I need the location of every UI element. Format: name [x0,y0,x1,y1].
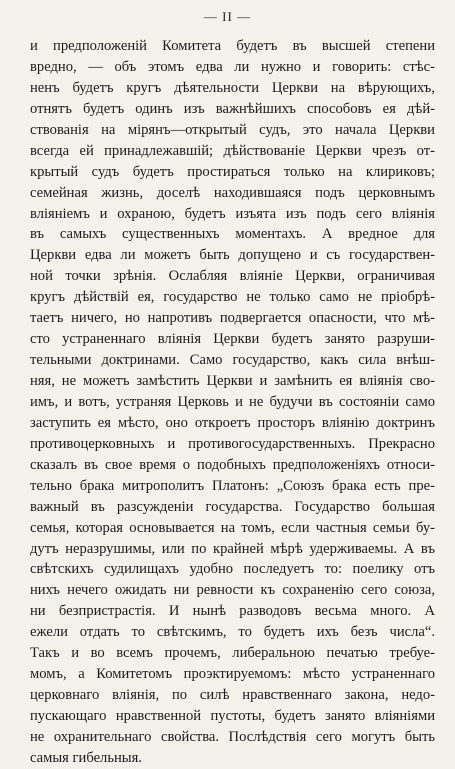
text-line: пускающаго нравственной пустоты, будетъ занято вліяніями [30,708,435,724]
text-line: не охранительнаго свойства. Послѣдствія сего могутъ быть [30,728,435,745]
text-line: Церкви едва ли можетъ быть допущено и съ государствен- [30,247,435,264]
text-line: противоцерковныхъ и противогосударственныхъ. Прекрасно [30,435,435,452]
text-line: семья, которая основывается на томъ, если частныя семьи бу- [30,519,435,536]
text-line: сто устраненнаго вліянія Церкви будетъ занято разруши- [30,331,435,348]
text-line: ежели отдать то свѣтскимъ, то будетъ ихъ безъ числа“. [30,624,435,641]
text-line: семейная жизнь, доселѣ находившаяся подъ церковнымъ [30,184,435,201]
body-text [30,36,435,769]
text-line: ной точки зрѣнія. Ослабляя вліяніе Церкви, ограничивая [30,268,435,285]
text-line: свѣтскихъ судилищахъ удобно последуетъ то: поелику отъ [30,561,435,578]
text-line: церковнаго вліянія, по силѣ нравственнаго закона, недо- [30,687,435,704]
text-line: важный въ разсужденіи государства. Государство большая [30,498,435,515]
text-line: вредно, — объ этомъ едва ли нужно и говорить: стѣс- [30,58,435,75]
text-line: вліяніемъ и охраною, будетъ изъята изъ подъ сего вліянія [30,205,435,222]
text-line: имъ, и вотъ, устраняя Церковь и не будучи въ состояніи само [30,393,435,410]
text-line: заступить ея мѣсто, оно откроетъ просторъ вліянію доктринъ [30,414,435,431]
page-number-header: — II — [203,9,252,24]
text-line: таетъ ничего, но напротивъ подвергается опасности, что мѣ- [30,310,435,327]
text-line: сказалъ въ свое время о подобныхъ предположеніяхъ относи- [30,456,435,473]
text-line: ненъ будетъ кругъ дѣятельности Церкви на вѣрующихъ, [30,79,435,96]
text-line: дутъ неразрушимы, или по крайней мѣрѣ удерживаемы. А въ [30,540,435,557]
text-line: нихъ нечего ожидать ни ревности къ сохраненію сего союза, [30,582,435,599]
text-line: Такъ и во всемъ прочемъ, либеральною печатью требуе- [30,645,435,662]
text-line: ствованія на мірянъ—открытый судъ, это начала Церкви [30,121,435,138]
text-line: тельными доктринами. Само государство, какъ сила внѣш- [30,352,435,369]
text-line: въ самыхъ существенныхъ моментахъ. А вредное для [30,226,435,243]
text-line: момъ, а Комитетомъ проэктируемомъ: мѣсто устраненнаго [30,666,435,683]
text-line: и предположеній Комитета будетъ въ высшей степени [30,38,435,54]
text-line: тельно брака митрополитъ Платонъ: „Союзъ брака есть пре- [30,477,435,494]
text-line: крытый судъ будетъ простираться только на клириковъ; [30,163,435,180]
text-line: отнятъ будетъ одинъ изъ важнѣйшихъ способовъ ея дѣй- [30,100,435,117]
text-line: самыя гибельныя. [30,749,142,766]
text-line: всегда ей принадлежавшій; дѣйствованіе Церкви чрезъ от- [30,142,435,159]
text-line: няя, не можетъ замѣстить Церкви и замѣнить ея вліянія сво- [30,373,435,389]
text-line: ни безпристрастія. И нынѣ разводовъ весьма много. А [30,603,435,620]
text-line: кругъ дѣйствій ея, государство не только само не пріобрѣ- [30,289,435,306]
